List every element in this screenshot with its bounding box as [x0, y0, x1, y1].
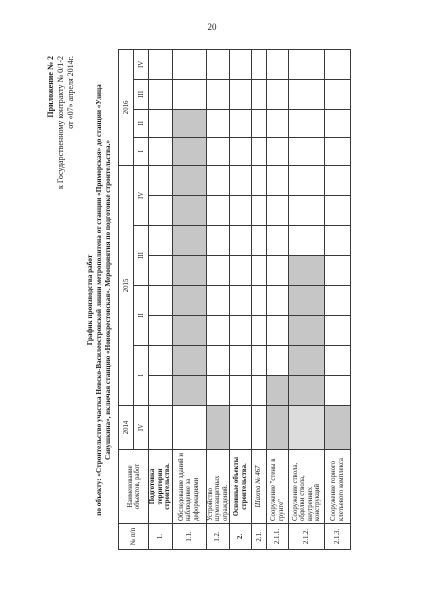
- header-year-2016: 2016: [119, 49, 134, 165]
- header-quarter: IV: [134, 406, 149, 450]
- row-name: Подготовка территории строительства.: [149, 450, 173, 524]
- row-name: Устройство шумозащитных ограждений.: [206, 450, 230, 524]
- document-body: [44, 50, 380, 550]
- table-row: [149, 49, 173, 549]
- table-row: [172, 49, 206, 549]
- header-quarter: III: [134, 226, 149, 286]
- row-name: Обследование зданий и наблюдение за деформациями: [172, 450, 206, 524]
- row-name: Сооружение "стены в грунте": [267, 450, 289, 524]
- appendix-block: [46, 56, 76, 189]
- row-num: 1.: [149, 524, 173, 550]
- header-quarter: IV: [134, 165, 149, 225]
- document-title: [86, 50, 113, 550]
- row-name: Сооружение ствола, обделки ствола, внутренних конструкций: [289, 450, 325, 524]
- row-num: 1.1.: [172, 524, 206, 550]
- header-quarter: II: [134, 109, 149, 137]
- page-number: 20: [207, 22, 217, 32]
- title-line-2: по объекту: «Строительство участка Невско-Василеостровской линии метрополитена от станции «Приморская» до станции «Улица: [95, 84, 103, 516]
- schedule-table: [118, 49, 351, 550]
- row-num: 2.: [230, 524, 252, 550]
- table-row: [252, 49, 267, 549]
- table-row: [230, 49, 252, 549]
- header-year-2015: 2015: [119, 165, 134, 405]
- table-row: [325, 49, 351, 549]
- row-name: Сооружение горного клетьевого комплекса: [325, 450, 351, 524]
- row-num: 2.1.3.: [325, 524, 351, 550]
- row-num: 2.1.: [252, 524, 267, 550]
- table-row: [206, 49, 230, 549]
- row-name: Шахта № 467: [252, 450, 267, 524]
- row-num: 2.1.1.: [267, 524, 289, 550]
- row-num: 2.1.2.: [289, 524, 325, 550]
- title-line-1: График производства работ: [86, 254, 94, 346]
- appendix-title: Приложение № 2: [46, 56, 55, 118]
- row-name: Основные объекты строительства.: [230, 450, 252, 524]
- title-line-3: Савушкина», включая станцию «Новокрестовская». Мероприятия по подготовке строительства.»: [104, 140, 112, 460]
- appendix-contract: к Государственному контракту № 0/1-2: [56, 56, 65, 189]
- header-num: № п/п: [119, 524, 149, 550]
- header-name: Наименование объектов, работ: [119, 450, 149, 524]
- table-row: [267, 49, 289, 549]
- header-year-2014: 2014: [119, 406, 134, 450]
- table-row: [289, 49, 325, 549]
- row-num: 1.2.: [206, 524, 230, 550]
- header-quarter: I: [134, 137, 149, 165]
- header-quarter: II: [134, 286, 149, 346]
- appendix-date: от «07» апреля 2014г.: [66, 56, 75, 129]
- header-quarter: III: [134, 79, 149, 109]
- header-quarter: IV: [134, 49, 149, 79]
- header-quarter: I: [134, 346, 149, 406]
- rotated-document: [44, 50, 380, 550]
